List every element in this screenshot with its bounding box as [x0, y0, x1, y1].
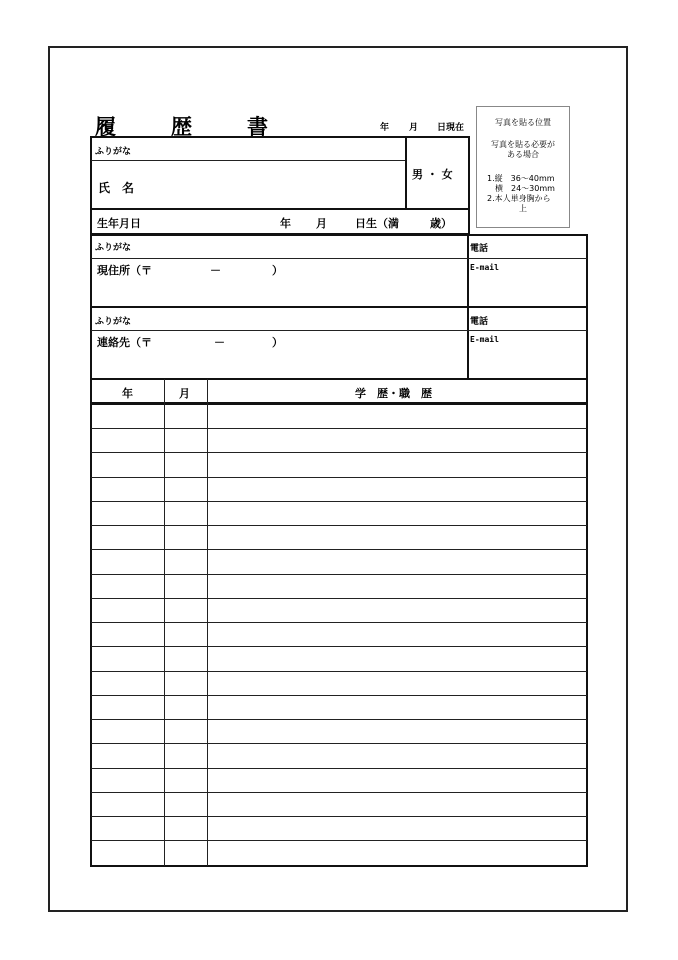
history-detail-header: 学 歴・職 歴: [355, 387, 432, 400]
birth-month-label: 月: [316, 217, 327, 230]
contact-phone-label: 電話: [470, 317, 489, 327]
contact-furigana-label: ふりがな: [95, 317, 132, 327]
birth-divider: [91, 208, 469, 210]
address-label: 現住所（〒: [97, 264, 152, 277]
history-row-line: [91, 840, 587, 841]
history-row-line: [91, 816, 587, 817]
as-of-month-label: 月: [409, 123, 419, 133]
gender-divider: [405, 137, 407, 209]
history-row-line: [91, 501, 587, 502]
photo-size-line3: 2.本人単身胸から: [487, 194, 551, 203]
history-row-line: [91, 574, 587, 575]
history-row-line: [91, 695, 587, 696]
history-row-line: [91, 598, 587, 599]
history-row-line: [91, 743, 587, 744]
history-row-line: [91, 525, 587, 526]
contact-postal-close: ）: [272, 336, 283, 349]
birth-day-label: 日生（満: [355, 217, 399, 230]
history-row-line: [91, 768, 587, 769]
photo-size-line1: 1.縦 36～40mm: [487, 174, 555, 183]
photo-note-line1: 写真を貼る必要が: [491, 140, 555, 149]
history-row-line: [91, 671, 587, 672]
address-email-label: E-mail: [470, 263, 499, 272]
history-row-line: [91, 646, 587, 647]
as-of-year-label: 年: [380, 123, 390, 133]
history-row-line: [91, 792, 587, 793]
contact-label: 連絡先（〒: [97, 336, 152, 349]
gender-label[interactable]: 男 ・ 女: [412, 168, 453, 181]
address-phone-divider: [468, 258, 587, 259]
address-furigana-label: ふりがな: [95, 243, 132, 253]
contact-postal-dash: －: [214, 336, 225, 349]
history-year-header: 年: [122, 387, 133, 400]
birth-label: 生年月日: [97, 217, 141, 230]
address-postal-close: ）: [272, 264, 283, 277]
contact-email-label: E-mail: [470, 335, 499, 344]
history-row-line: [91, 477, 587, 478]
history-month-header: 月: [179, 387, 190, 400]
contact-furigana-divider: [91, 330, 587, 331]
address-contact-divider: [91, 306, 587, 308]
contact-history-divider: [91, 378, 587, 380]
name-label: 氏 名: [98, 181, 135, 195]
photo-title: 写真を貼る位置: [495, 118, 551, 127]
document-title: 履 歴 書: [95, 114, 285, 139]
history-row-line: [91, 452, 587, 453]
history-row-line: [91, 549, 587, 550]
history-row-line: [91, 719, 587, 720]
photo-size-line4: 上: [519, 204, 527, 213]
photo-size-line2: 横 24～30mm: [487, 184, 555, 193]
photo-note-line2: ある場合: [507, 150, 539, 159]
age-label: 歳）: [430, 217, 452, 230]
name-furigana-label: ふりがな: [95, 147, 132, 157]
as-of-day-label: 日現在: [437, 123, 465, 133]
history-row-line: [91, 428, 587, 429]
furigana-divider: [91, 160, 406, 161]
address-postal-dash: －: [210, 264, 221, 277]
history-row-line: [91, 622, 587, 623]
history-header-divider: [91, 402, 587, 404]
address-phone-label: 電話: [470, 244, 489, 254]
photo-placeholder: [476, 106, 570, 228]
birth-year-label: 年: [280, 217, 291, 230]
